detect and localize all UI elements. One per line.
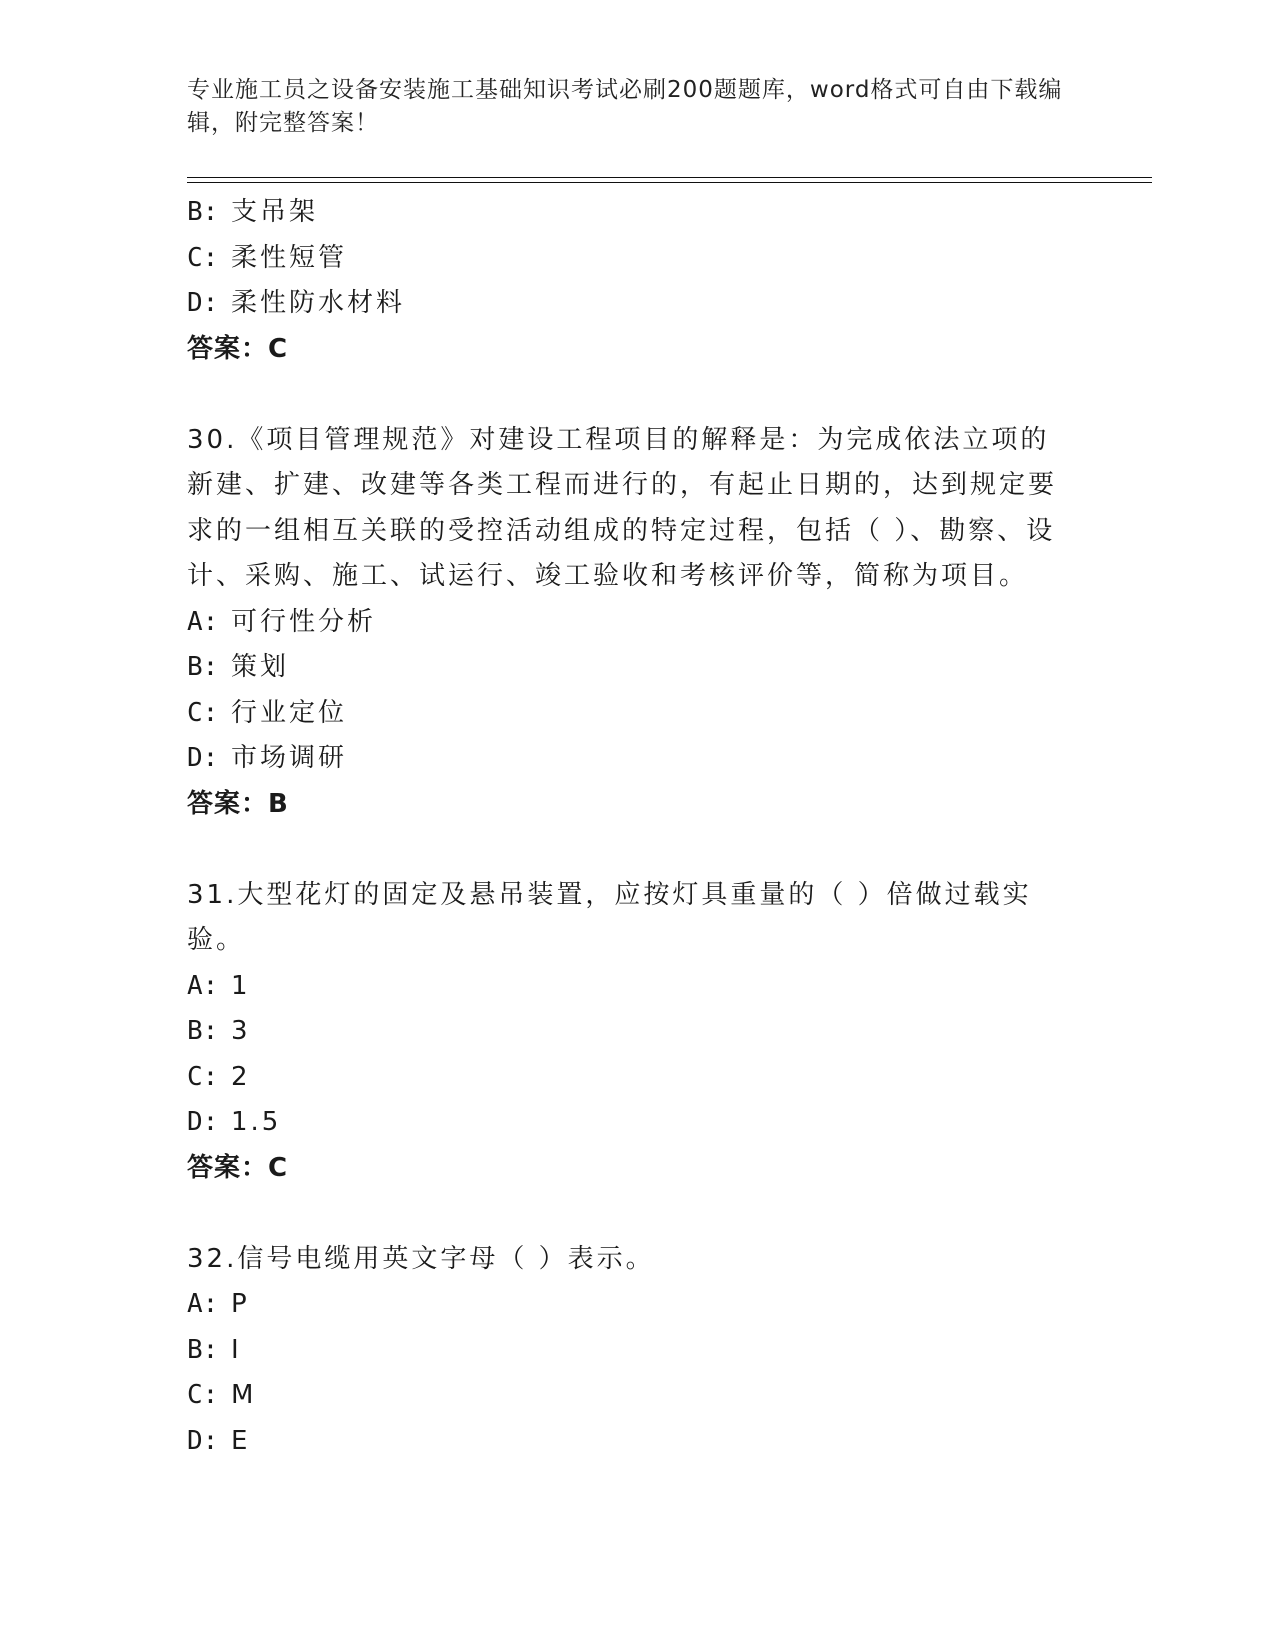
option-text: 策划 xyxy=(231,652,290,682)
option-b xyxy=(187,1009,1087,1055)
option-text: 支吊架 xyxy=(231,197,319,227)
spacer xyxy=(187,827,1087,873)
option-text: 1 xyxy=(231,970,251,1001)
option-a xyxy=(187,600,1087,646)
option-key: C: xyxy=(187,1380,219,1410)
question-stem: 30.《项目管理规范》对建设工程项目的解释是：为完成依法立项的新建、扩建、改建等各类工程而进行的，有起止日期的，达到规定要求的一组相互关联的受控活动组成的特定过程，包括（ ）、勘察、设计、采购、施工、试运行、竣工验收和考核评价等，简称为项目。 xyxy=(187,424,1058,591)
option-key: A: xyxy=(187,606,219,637)
option-c xyxy=(187,1055,1087,1101)
option-a xyxy=(187,964,1087,1010)
answer-line: 答案：C xyxy=(187,1152,289,1183)
option-a xyxy=(187,1282,1087,1328)
option-text: 柔性短管 xyxy=(231,242,348,273)
option-key: B: xyxy=(187,1016,219,1046)
option-key: C: xyxy=(187,697,219,728)
option-text: I xyxy=(231,1334,242,1365)
question-stem: 31.大型花灯的固定及悬吊装置，应按灯具重量的（ ）倍做过载实验。 xyxy=(187,879,1032,955)
option-key: B: xyxy=(187,652,219,682)
question-32 xyxy=(187,1237,1087,1465)
option-d xyxy=(187,1419,1087,1465)
option-text: 行业定位 xyxy=(231,697,348,728)
option-text: E xyxy=(231,1425,251,1456)
option-d xyxy=(187,736,1087,782)
question-tail-block xyxy=(187,190,1087,372)
header-rule-top xyxy=(187,177,1152,178)
option-c xyxy=(187,236,1087,282)
option-key: D: xyxy=(187,288,219,318)
spacer xyxy=(187,372,1087,418)
option-text: 2 xyxy=(231,1061,251,1092)
header-rule-bottom xyxy=(187,182,1152,183)
option-key: A: xyxy=(187,1289,219,1319)
option-d xyxy=(187,1100,1087,1146)
option-text: 1.5 xyxy=(231,1107,282,1137)
question-30 xyxy=(187,418,1087,828)
option-text: 可行性分析 xyxy=(231,606,377,637)
option-key: B: xyxy=(187,1334,219,1365)
option-text: P xyxy=(231,1289,250,1319)
option-d xyxy=(187,281,1087,327)
spacer xyxy=(187,1191,1087,1237)
document-body xyxy=(187,190,1087,1464)
option-text: M xyxy=(231,1380,257,1410)
option-key: D: xyxy=(187,743,219,773)
option-text: 市场调研 xyxy=(231,743,348,773)
option-b xyxy=(187,190,1087,236)
option-key: B: xyxy=(187,197,219,227)
document-header-title: 专业施工员之设备安装施工基础知识考试必刷200题题库，word格式可自由下载编辑，附完整答案！ xyxy=(187,77,1063,136)
option-c xyxy=(187,691,1087,737)
option-key: C: xyxy=(187,242,219,273)
answer-line: 答案：B xyxy=(187,788,289,819)
question-stem: 32.信号电缆用英文字母（ ）表示。 xyxy=(187,1243,655,1274)
option-key: D: xyxy=(187,1107,219,1137)
question-31 xyxy=(187,873,1087,1192)
option-key: A: xyxy=(187,970,219,1001)
option-text: 柔性防水材料 xyxy=(231,288,406,318)
option-key: C: xyxy=(187,1061,219,1092)
option-text: 3 xyxy=(231,1016,251,1046)
option-key: D: xyxy=(187,1425,219,1456)
answer-line: 答案：C xyxy=(187,333,289,364)
option-b xyxy=(187,1328,1087,1374)
option-b xyxy=(187,645,1087,691)
option-c xyxy=(187,1373,1087,1419)
